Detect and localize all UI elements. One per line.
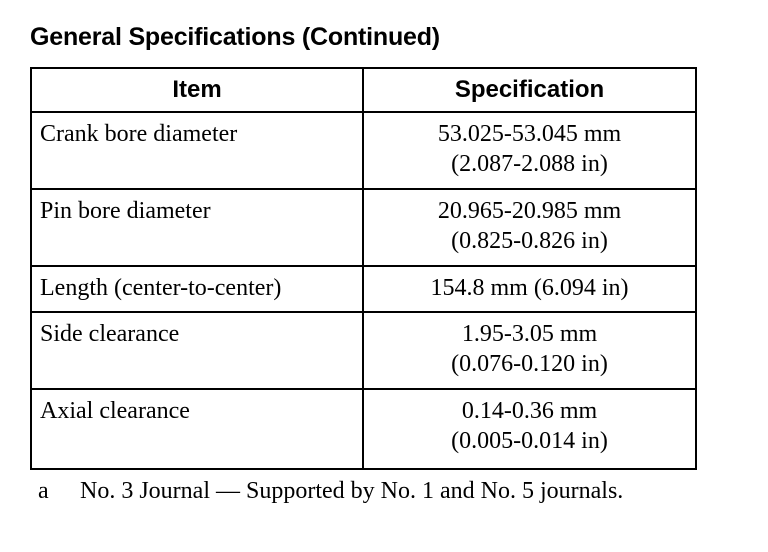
- spec-metric: 1.95-3.05 mm: [461, 321, 598, 347]
- table-row: [31, 112, 696, 189]
- row-specification-cell: [363, 266, 696, 312]
- spec-metric: 0.14-0.36 mm: [461, 398, 598, 424]
- spec-metric: 20.965-20.985 mm: [437, 198, 622, 224]
- table-row: [31, 312, 696, 389]
- row-item-cell: Crank bore diameter: [31, 112, 363, 189]
- table-row: [31, 189, 696, 266]
- spec-imperial: (0.076-0.120 in): [451, 351, 608, 377]
- row-item-cell: Pin bore diameter: [31, 189, 363, 266]
- row-specification-cell: [363, 189, 696, 266]
- page-title: General Specifications (Continued): [30, 23, 440, 51]
- spec-metric-imperial: 154.8 mm (6.094 in): [430, 275, 629, 301]
- row-specification-cell: [363, 389, 696, 469]
- spec-imperial: (0.825-0.826 in): [451, 228, 608, 254]
- spec-imperial: (0.005-0.014 in): [451, 428, 608, 454]
- table-header-row: [31, 68, 696, 112]
- specifications-table: [30, 67, 697, 470]
- row-item-cell: Length (center-to-center): [31, 266, 363, 312]
- footnote-marker: a: [38, 478, 49, 504]
- footnote-text: No. 3 Journal — Supported by No. 1 and No. 5 journals.: [80, 478, 624, 504]
- footnote: [38, 476, 678, 507]
- spec-imperial: (2.087-2.088 in): [451, 151, 608, 177]
- row-specification-cell: [363, 312, 696, 389]
- row-item-cell: Axial clearance: [31, 389, 363, 469]
- spec-metric: 53.025-53.045 mm: [437, 121, 622, 147]
- column-header-item: Item: [31, 68, 363, 112]
- row-specification-cell: [363, 112, 696, 189]
- column-header-specification: Specification: [363, 68, 696, 112]
- table-row: [31, 266, 696, 312]
- row-item-cell: Side clearance: [31, 312, 363, 389]
- table-row: [31, 389, 696, 469]
